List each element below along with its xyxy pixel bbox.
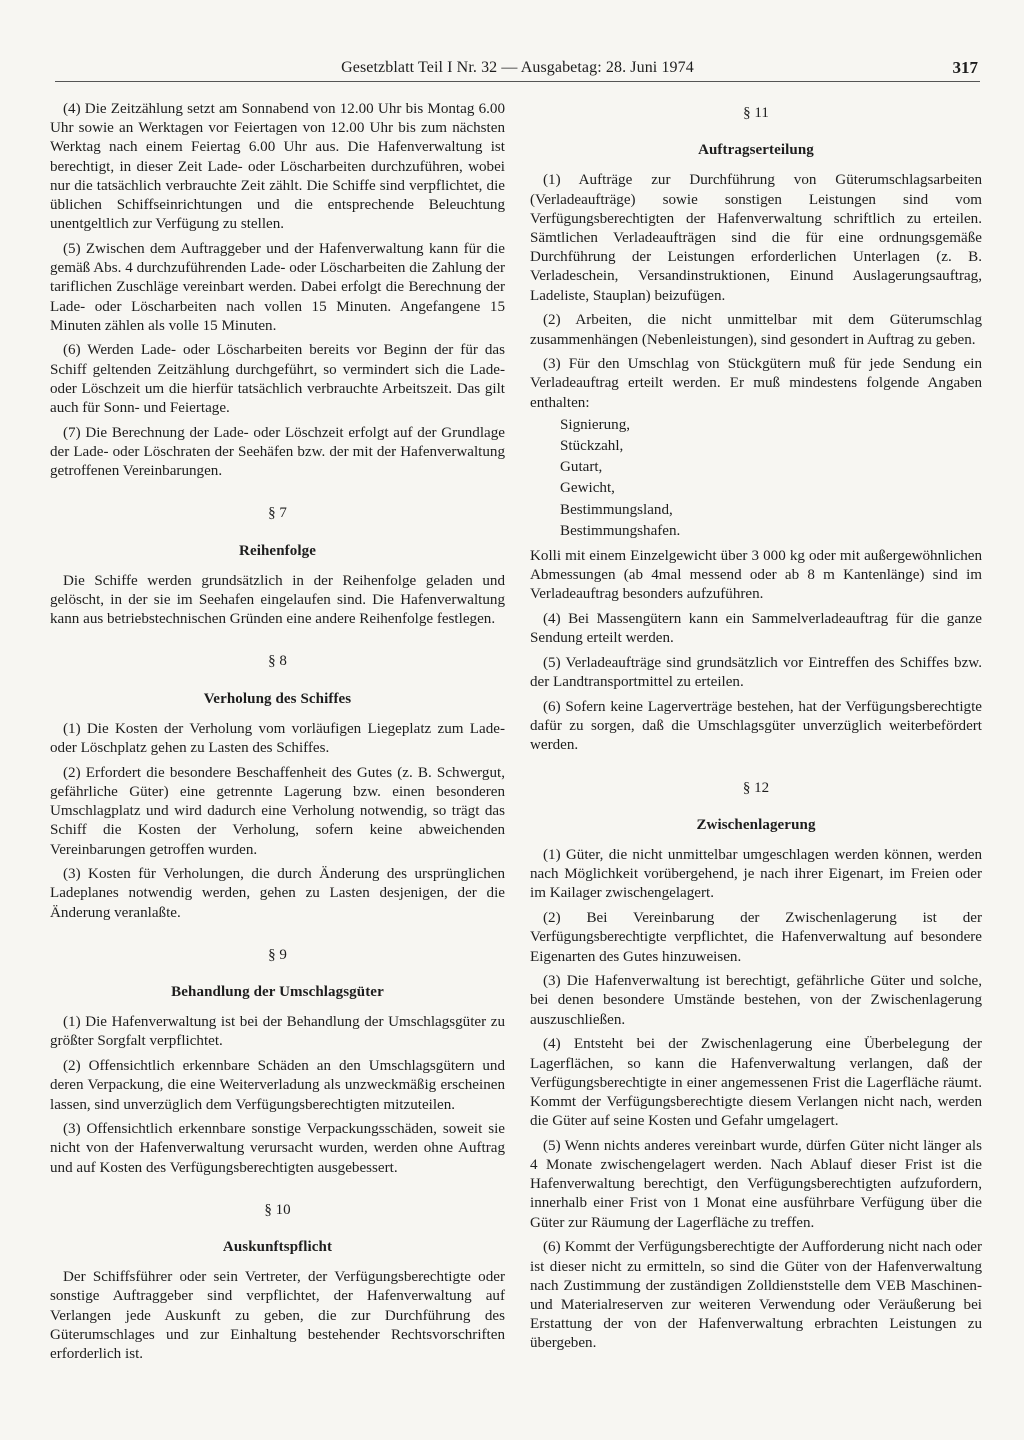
paragraph: (2) Bei Vereinbarung der Zwischenlagerung ist der Verfügungsberechtigte verpflichtet, die Hafenverwaltung auf besondere Eigenarten des Gutes hinzuweisen. — [530, 910, 982, 965]
section-title: Auftragserteilung — [698, 142, 814, 159]
list-item: Gewicht, — [560, 480, 615, 497]
paragraph: (1) Güter, die nicht unmittelbar umgeschlagen werden können, werden nach Möglichkeit vorübergehend, je nach ihrer Eigenart, im Freien oder im Kailager zwischengelagert. — [530, 847, 982, 902]
paragraph: (4) Bei Massengütern kann ein Sammelverladeauftrag für die ganze Sendung erteilt werden. — [530, 611, 982, 647]
paragraph: (6) Kommt der Verfügungsberechtigte der Aufforderung nicht nach oder ist dieser nicht zu ermitteln, so sind die Güter von der Hafenverwaltung nach Zustimmung der zuständigen Zolldienststelle dem VEB Maschinen- und Materialreserven zur weiteren Verwendung oder Veräußerung bei Erstattung der von der Hafenverwaltung erbrachten Leistungen zu übergeben. — [530, 1239, 982, 1352]
section-title: Auskunftspflicht — [222, 1239, 333, 1256]
paragraph: Die Schiffe werden grundsätzlich in der Reihenfolge geladen und gelöscht, in der sie im Seehafen eingelaufen sind. Die Hafenverwaltung kann aus betriebstechnischen Gründen eine andere Reihenfolge festlegen. — [50, 572, 505, 628]
paragraph: Der Schiffsführer oder sein Vertreter, der Verfügungsberechtigte oder sonstige Auftraggeber sind verpflichtet, der Hafenverwaltung auf Verlangen jede Auskunft zu geben, die zur Durchführung des Güterumschlages und zur Einhaltung bestehender Rechtsvorschriften erforderlich ist. — [50, 1269, 505, 1363]
paragraph: (3) Die Hafenverwaltung ist berechtigt, gefährliche Güter und solche, bei denen besondere Umstände bestehen, von der Zwischenlagerung auszuschließen. — [530, 973, 982, 1028]
paragraph: (2) Erfordert die besondere Beschaffenheit des Gutes (z. B. Schwergut, gefährliche Güter) eine getrennte Lagerung bzw. einen besonderen Umschlagplatz und wird dadurch eine Verholung notwendig, so trägt das Schiff die Kosten der Verholung, sofern keine abweichenden Vereinbarungen getroffen wurden. — [50, 764, 505, 858]
right-column — [530, 100, 982, 1359]
section-number: § 12 — [742, 779, 770, 796]
list-item: Bestimmungshafen. — [560, 522, 681, 539]
paragraph: (2) Offensichtlich erkennbare Schäden an den Umschlagsgütern und deren Verpackung, die eine Weiterverladung als unzweckmäßig erscheinen lassen, sind unverzüglich dem Verfügungsberechtigten mitzuteilen. — [50, 1058, 505, 1113]
list-item: Signierung, — [560, 416, 631, 433]
header-rule — [55, 81, 980, 82]
paragraph: (5) Zwischen dem Auftraggeber und der Hafenverwaltung kann für die gemäß Abs. 4 durchzuführenden Lade- oder Löscharbeiten die Zahlung der tariflichen Zuschläge vereinbart werden. Dabei erfolgt die Berechnung der Lade- oder Löscharbeiten nach vollen 15 Minuten. Angefangene 15 Minuten zählen als volle 15 Minuten. — [50, 240, 505, 334]
paragraph: (5) Verladeaufträge sind grundsätzlich vor Eintreffen des Schiffes bzw. der Landtransportmittel zu erteilen. — [530, 655, 982, 691]
paragraph: (5) Wenn nichts anderes vereinbart wurde, dürfen Güter nicht länger als 4 Monate zwischengelagert werden. Nach Ablauf dieser Frist ist die Hafenverwaltung berechtigt, den Verfügungsberechtigten aufzufordern, innerhalb einer Frist von 1 Monat eine ausführbare Verfügung über die Güter zur Räumung der Lagerfläche zu treffen. — [530, 1137, 982, 1231]
paragraph: (6) Sofern keine Lagerverträge bestehen, hat der Verfügungsberechtigte dafür zu sorgen, daß die Umschlagsgüter unverzüglich weiterbefördert werden. — [530, 698, 982, 754]
running-title: Gesetzblatt Teil I Nr. 32 — Ausgabetag: 28. Juni 1974 — [341, 59, 694, 76]
paragraph: (1) Aufträge zur Durchführung von Güterumschlagsarbeiten (Verladeaufträge) sowie sonstigen Leistungen sind vom Verfügungsberechtigten der Hafenverwaltung schriftlich zu erteilen. Sämtlichen Verladeaufträgen sind die für eine ordnungsgemäße Durchführung der Leistungen erforderlichen Unterlagen (z. B. Verladeschein, Versandinstruktionen, Einund Auslagerungsauftrag, Ladeliste, Stauplan) beizufügen. — [530, 172, 982, 304]
section-number: § 11 — [743, 105, 769, 121]
list-item: Bestimmungsland, — [560, 501, 673, 518]
section-title: Verholung des Schiffes — [203, 690, 352, 707]
section-title: Reihenfolge — [239, 542, 316, 559]
section-number: § 10 — [264, 1201, 291, 1218]
page-header — [55, 57, 980, 83]
paragraph: (4) Die Zeitzählung setzt am Sonnabend von 12.00 Uhr bis Montag 6.00 Uhr sowie an Werktagen vor Feiertagen von 12.00 Uhr bis zum nächsten Werktag nach einem Feiertag 6.00 Uhr aus. Die Hafenverwaltung ist berechtigt, in dieser Zeit Lade- oder Löscharbeiten durchzuführen, wobei nur die tatsächlich verbrauchte Zeit zählt. Die Schiffe sind verpflichtet, die üblichen Schiffseinrichtungen und die entsprechende Beleuchtung unentgeltlich zur Verfügung zu stellen. — [50, 101, 505, 233]
list-item: Gutart, — [560, 459, 603, 476]
section-number: § 9 — [268, 946, 287, 963]
section-title: Zwischenlagerung — [696, 816, 816, 833]
paragraph: (3) Kosten für Verholungen, die durch Änderung des ursprünglichen Ladeplanes notwendig werden, gehen zu Lasten desjenigen, der die Änderung veranlaßte. — [50, 866, 505, 921]
paragraph: (3) Für den Umschlag von Stückgütern muß für jede Sendung ein Verladeauftrag erteilt werden. Er muß mindestens folgende Angaben enthalten: — [530, 356, 982, 411]
required-fields-list — [530, 415, 982, 542]
section-number: § 8 — [268, 653, 287, 670]
paragraph: Kolli mit einem Einzelgewicht über 3 000 kg oder mit außergewöhnlichen Abmessungen (ab 4mal messend oder ab 8 m Kantenlänge) sind im Verladeauftrag besonders aufzuführen. — [530, 548, 982, 603]
paragraph: (3) Offensichtlich erkennbare sonstige Verpackungsschäden, soweit sie nicht von der Hafenverwaltung verursacht wurden, werden ohne Auftrag und auf Kosten des Verfügungsberechtigten ausgebessert. — [50, 1121, 505, 1176]
section-number: § 7 — [268, 505, 287, 522]
list-item: Stückzahl, — [560, 438, 624, 455]
left-column — [50, 100, 505, 1370]
paragraph: (2) Arbeiten, die nicht unmittelbar mit dem Güterumschlag zusammenhängen (Nebenleistungen), sind gesondert in Auftrag zu geben. — [530, 312, 982, 348]
section-title: Behandlung der Umschlagsgüter — [171, 984, 384, 1001]
paragraph: (7) Die Berechnung der Lade- oder Löschzeit erfolgt auf der Grundlage der Lade- oder Löschraten der Seehäfen bzw. der mit der Hafenverwaltung getroffenen Vereinbarungen. — [50, 424, 505, 480]
page-number: 317 — [952, 58, 978, 77]
paragraph: (6) Werden Lade- oder Löscharbeiten bereits vor Beginn der für das Schiff geltenden Zeitzählung durchgeführt, so vermindert sich die Lade- oder Löschzeit um die hierfür tatsächlich verbrauchte Arbeitszeit. Das gilt auch für Sonn- und Feiertage. — [50, 342, 505, 417]
paragraph: (1) Die Hafenverwaltung ist bei der Behandlung der Umschlagsgüter zu größter Sorgfalt verpflichtet. — [50, 1014, 505, 1050]
paragraph: (4) Entsteht bei der Zwischenlagerung eine Überbelegung der Lagerflächen, so kann die Hafenverwaltung verlangen, daß der Verfügungsberechtigte in einer angemessenen Frist die Lagerfläche räumt. Kommt der Verfügungsberechtigte diesem Verlangen nicht nach, werden die Güter auf seine Kosten und Gefahr umgelagert. — [530, 1036, 982, 1130]
paragraph: (1) Die Kosten der Verholung vom vorläufigen Liegeplatz zum Lade- oder Löschplatz gehen zu Lasten des Schiffes. — [50, 720, 505, 756]
